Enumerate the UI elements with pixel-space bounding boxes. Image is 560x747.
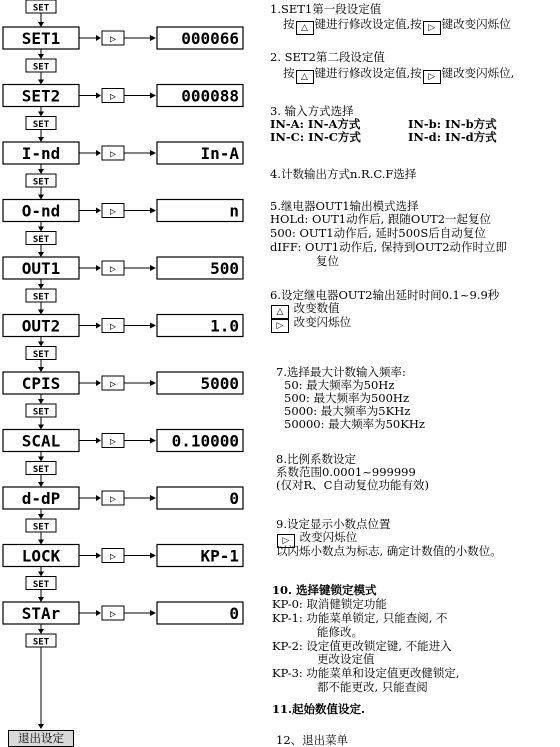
set-key-label: SET [32,62,50,73]
flowchart [0,0,270,747]
note-1-line: 按△ 键进行修改设定值,按▷ 键改变闪烁位 [283,17,511,35]
arrow-right-icon [150,438,156,444]
note-2-line: 按△ 键进行修改设定值,按▷ 键改变闪烁位, [283,66,514,84]
arrow-down-icon [38,425,44,430]
arrow-down-icon [38,112,44,117]
enter-key-label: ▷ [109,436,117,448]
set-key-label: SET [32,580,50,590]
set-key-label: SET [32,235,50,245]
note-7-line-3: 5000: 最大频率为5KHz [284,404,411,418]
note-5-line-2: 500: OUT1动作后, 延时500S后自动复位 [270,226,486,240]
step-code-9: LOCK [21,546,61,566]
arrow-right-icon [96,380,101,386]
shift-key-icon [423,21,441,35]
note-10-line-5: 更改设定值 [317,652,375,666]
arrow-down-icon [38,482,44,487]
arrow-down-icon [38,572,44,577]
note-10-line-2: KP-1: 功能菜单锁定, 只能查阅, 不 [272,611,448,625]
arrow-down-icon [38,195,44,200]
arrow-down-icon [38,457,44,462]
note-8-line-1: 系数范围0.0001~999999 [276,465,416,479]
shift-key-icon [277,534,295,548]
step-value-0: 000066 [181,29,239,48]
arrow-down-icon [38,540,44,545]
note-11-title: 11.起始数值设定. [272,702,366,716]
step-code-8: d-dP [21,489,61,508]
note-9-line-1: ▷ 改变闪烁位 [276,530,357,548]
set-key-label: SET [32,407,50,418]
note-8-line-2: (仅对R、C自动复位功能有效) [276,478,429,492]
note-5-line-4: 复位 [316,254,339,268]
note-10-line-3: 能修改。 [317,625,363,639]
set-key-label: SET [32,350,50,360]
step-code-3: O-nd [21,201,61,221]
note-9-line-2: 以闪烁小数点为标志, 确定计数值的小数位。 [276,544,502,558]
up-key-icon [271,305,289,319]
set-key-label: SET [32,292,50,303]
enter-key-label: ▷ [109,551,117,563]
note-7-line-1: 50: 最大频率为50Hz [284,378,395,392]
arrow-right-icon [150,93,156,99]
note-6-line-1: △ 改变数值 [270,301,340,319]
note-7-line-4: 50000: 最大频率为50KHz [284,417,425,431]
enter-key-label: ▷ [109,149,117,160]
note-12-title: 12、退出菜单 [276,733,349,747]
note-2-title: 2. SET2第二段设定值 [270,50,385,64]
arrow-down-icon [38,342,44,347]
step-value-10: 0 [229,604,239,623]
note-10-title: 10. 选择键锁定模式 [272,583,377,597]
note-6-line-2: ▷ 改变闪烁位 [270,315,351,333]
step-code-0: SET1 [21,29,61,48]
arrow-down-icon [38,169,44,174]
step-value-6: 5000 [200,374,239,393]
enter-key-label: ▷ [109,494,117,505]
step-code-4: OUT1 [21,259,61,278]
arrow-right-icon [150,323,156,329]
arrow-right-icon [150,208,156,214]
note-5-title: 5.继电器OUT1输出模式选择 [270,199,419,213]
step-code-6: CPIS [21,374,61,393]
enter-key-label: ▷ [109,34,117,45]
note-1-title: 1.SET1第一段设定值 [270,2,382,16]
arrow-right-icon [150,610,156,616]
note-3-line-1: IN-A: IN-A方式 IN-b: IN-b方式 [270,117,497,131]
exit-settings-button[interactable]: 退出设定 [8,730,74,747]
arrow-down-icon [38,252,44,257]
arrow-right-icon [96,438,101,444]
up-key-icon [296,70,314,84]
shift-key-icon [423,70,441,84]
arrow-down-icon [38,22,44,27]
arrow-right-icon [150,150,156,156]
step-value-8: 0 [229,489,239,508]
step-value-5: 1.0 [210,316,239,336]
arrow-down-icon [38,399,44,404]
step-value-9: KP-1 [200,546,239,566]
note-7-title: 7.选择最大计数输入频率: [276,365,406,379]
note-3-line-2: IN-C: IN-C方式 IN-d: IN-d方式 [270,130,497,144]
set-key-label: SET [32,3,50,14]
note-5-line-1: HOLd: OUT1动作后, 跟随OUT2一起复位 [270,212,492,226]
arrow-right-icon [96,208,101,214]
arrow-down-icon [38,629,44,634]
arrow-right-icon [96,553,101,559]
arrow-down-icon [38,724,44,729]
note-10-line-4: KP-2: 设定值更改锁定键, 不能进入 [272,639,452,653]
enter-key-label: ▷ [109,206,117,218]
shift-key-icon [271,319,289,333]
step-value-2: In-A [200,144,239,163]
enter-key-label: ▷ [109,91,117,103]
step-code-2: I-nd [21,144,61,163]
note-8-title: 8.比例系数设定 [276,452,356,466]
up-key-icon [296,21,314,35]
step-code-10: STAr [21,604,61,623]
arrow-right-icon [96,93,101,99]
arrow-right-icon [150,265,156,271]
arrow-down-icon [38,54,44,59]
step-code-5: OUT2 [21,316,61,336]
step-value-7: 0.10000 [171,431,239,451]
arrow-down-icon [38,514,44,519]
set-key-label: SET [32,120,50,130]
arrow-down-icon [38,137,44,142]
step-value-1: 000088 [181,86,239,106]
note-10-line-6: KP-3: 功能菜单和设定值更改健锁定, [272,666,460,680]
step-code-1: SET2 [21,86,61,106]
arrow-right-icon [150,35,156,41]
arrow-right-icon [150,495,156,501]
enter-key-label: ▷ [109,321,117,333]
arrow-right-icon [150,380,156,386]
note-10-line-7: 都不能更改, 只能查阅 [317,680,428,694]
note-9-title: 9.设定显示小数点位置 [276,517,391,531]
arrow-right-icon [96,265,101,271]
note-4-title: 4.计数输出方式n.R.C.F选择 [270,167,417,181]
arrow-down-icon [38,310,44,315]
step-value-4: 500 [210,259,239,278]
arrow-down-icon [38,80,44,85]
arrow-right-icon [96,323,101,329]
enter-key-label: ▷ [109,379,117,390]
note-6-title: 6.设定继电器OUT2输出延时时间0.1~9.9秒 [270,288,500,302]
note-7-line-2: 500: 最大频率为500Hz [284,391,410,405]
step-value-3: n [229,201,239,221]
arrow-right-icon [96,495,101,501]
set-key-label: SET [32,522,50,533]
enter-key-label: ▷ [109,609,117,620]
arrow-down-icon [38,284,44,289]
arrow-right-icon [96,150,101,156]
arrow-down-icon [38,227,44,232]
arrow-right-icon [96,35,101,41]
set-key-label: SET [32,465,50,475]
note-10-line-1: KP-0: 取消健锁定功能 [272,597,387,611]
set-key-label: SET [32,177,50,188]
note-3-title: 3. 输入方式选择 [270,104,354,118]
set-key-label: SET [32,637,50,648]
enter-key-label: ▷ [109,264,117,275]
step-code-7: SCAL [21,431,61,451]
arrow-down-icon [38,367,44,372]
arrow-right-icon [96,610,101,616]
arrow-down-icon [38,597,44,602]
note-5-line-3: dIFF: OUT1动作后, 保持到OUT2动作时立即 [270,240,508,254]
arrow-right-icon [150,553,156,559]
